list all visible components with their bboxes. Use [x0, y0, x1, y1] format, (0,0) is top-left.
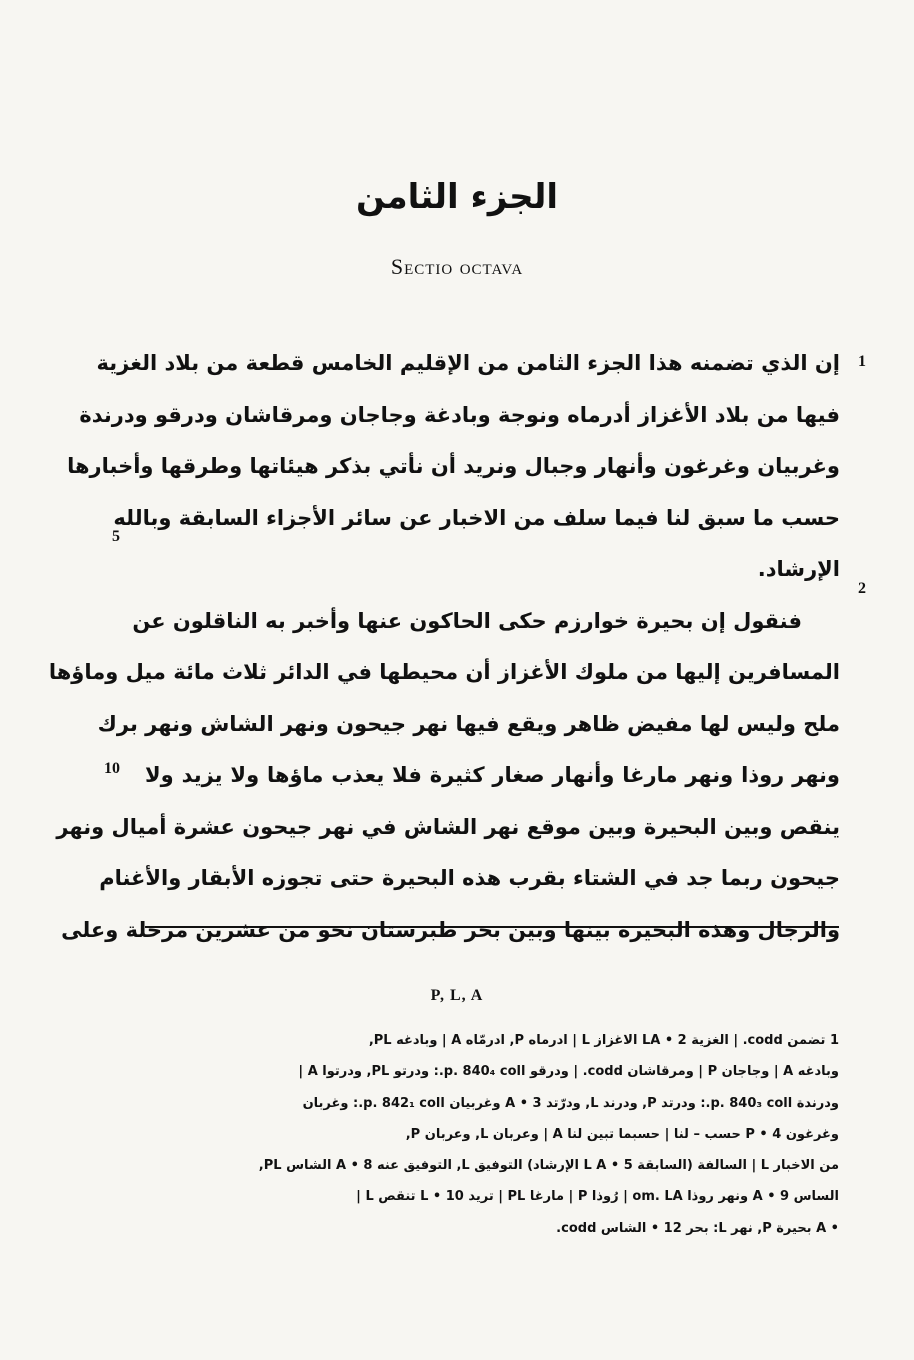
manuscript-sigla: P, L, A — [430, 987, 484, 1004]
section-number-1: 1 — [858, 353, 866, 370]
text-line: المسافرين إليها من ملوك الأغزاز أن محيطها في الدائر ثلاث مائة ميل وماؤها — [48, 660, 840, 684]
apparatus-line: الساس A • 9 ونهر روذا om. LA | رُوذا P | مارغا PL | تريد L • 10 تنقص L | — [356, 1189, 839, 1205]
text-line: إن الذي تضمنه هذا الجزء الثامن من الإقليم الخامس قطعة من بلاد الغزية — [96, 351, 840, 375]
critical-apparatus — [145, 1025, 839, 1244]
apparatus-line: من الاخبار L | السالفة (السابقة L A • 5 الإرشاد) التوفيق L, التوفيق عنه A • 8 الشاس PL, — [258, 1158, 839, 1174]
text-line: فيها من بلاد الأغزاز أدرماه ونوجة وبادغة وجاجان ومرقاشان ودرقو ودرندة — [79, 402, 840, 427]
apparatus-line: وبادغه A | وجاجان P | ومرقاشان codd. | ودرقو p. 840₄ coll.: ودرتو PL, ودرتوا A | — [298, 1064, 839, 1080]
line-number-10: 10 — [104, 760, 120, 777]
arabic-section-title: الجزء الثامن — [355, 177, 558, 217]
apparatus-line: ودرندة p. 840₃ coll.: ودرتد P, ودرند L, ودرّتد A • 3 وغربيان p. 842₁ coll.: وغربان — [302, 1095, 839, 1111]
text-line: فنقول إن بحيرة خوارزم حكى الحاكون عنها وأخبر به الناقلون عن — [132, 608, 802, 633]
apparatus-line: 1 تضمن codd. | الغزية LA • 2 الاغزاز L | ادرماه P, ادرمّاه A | وبادغه PL, — [368, 1033, 839, 1048]
line-number-5: 5 — [112, 528, 120, 545]
text-line: وغربيان وغرغون وأنهار وجبال ونريد أن نأتي بذكر هيئاتها وطرقها وأخبارها — [67, 454, 840, 478]
latin-section-title: Sectio octava — [390, 254, 524, 279]
apparatus-line: • A بحيرة P, نهر L: بحر 12 • الشاس codd. — [556, 1220, 839, 1236]
text-line: ملح وليس لها مفيض ظاهر ويقع فيها نهر جيحون ونهر الشاش ونهر برك — [97, 711, 840, 736]
text-line: ونهر روذا ونهر مارغا وأنهار صغار كثيرة فلا يعذب ماؤها ولا يزيد ولا — [145, 763, 840, 787]
footnote-divider — [145, 926, 839, 928]
text-line: الإرشاد. — [757, 557, 840, 581]
section-number-2: 2 — [858, 580, 866, 597]
text-line: ينقص وبين البحيرة وبين موقع نهر الشاش في نهر جيحون عشرة أميال ونهر — [56, 814, 840, 839]
apparatus-line: وغرغون P • 4 حسب – لنا | حسبما تبين لنا A | وعربان L, وعربان P, — [405, 1126, 839, 1142]
text-line: جيحون ربما جد في الشتاء بقرب هذه البحيرة حتى تجوزه الأبقار والأغنام — [99, 866, 840, 890]
text-line: حسب ما سبق لنا فيما سلف من الاخبار عن سائر الأجزاء السابقة وبالله — [113, 505, 840, 530]
text-line: والرجال وهذه البحيرة بينها وبين بحر طبرستان نحو من عشرين مرحلة وعلى — [61, 917, 840, 942]
